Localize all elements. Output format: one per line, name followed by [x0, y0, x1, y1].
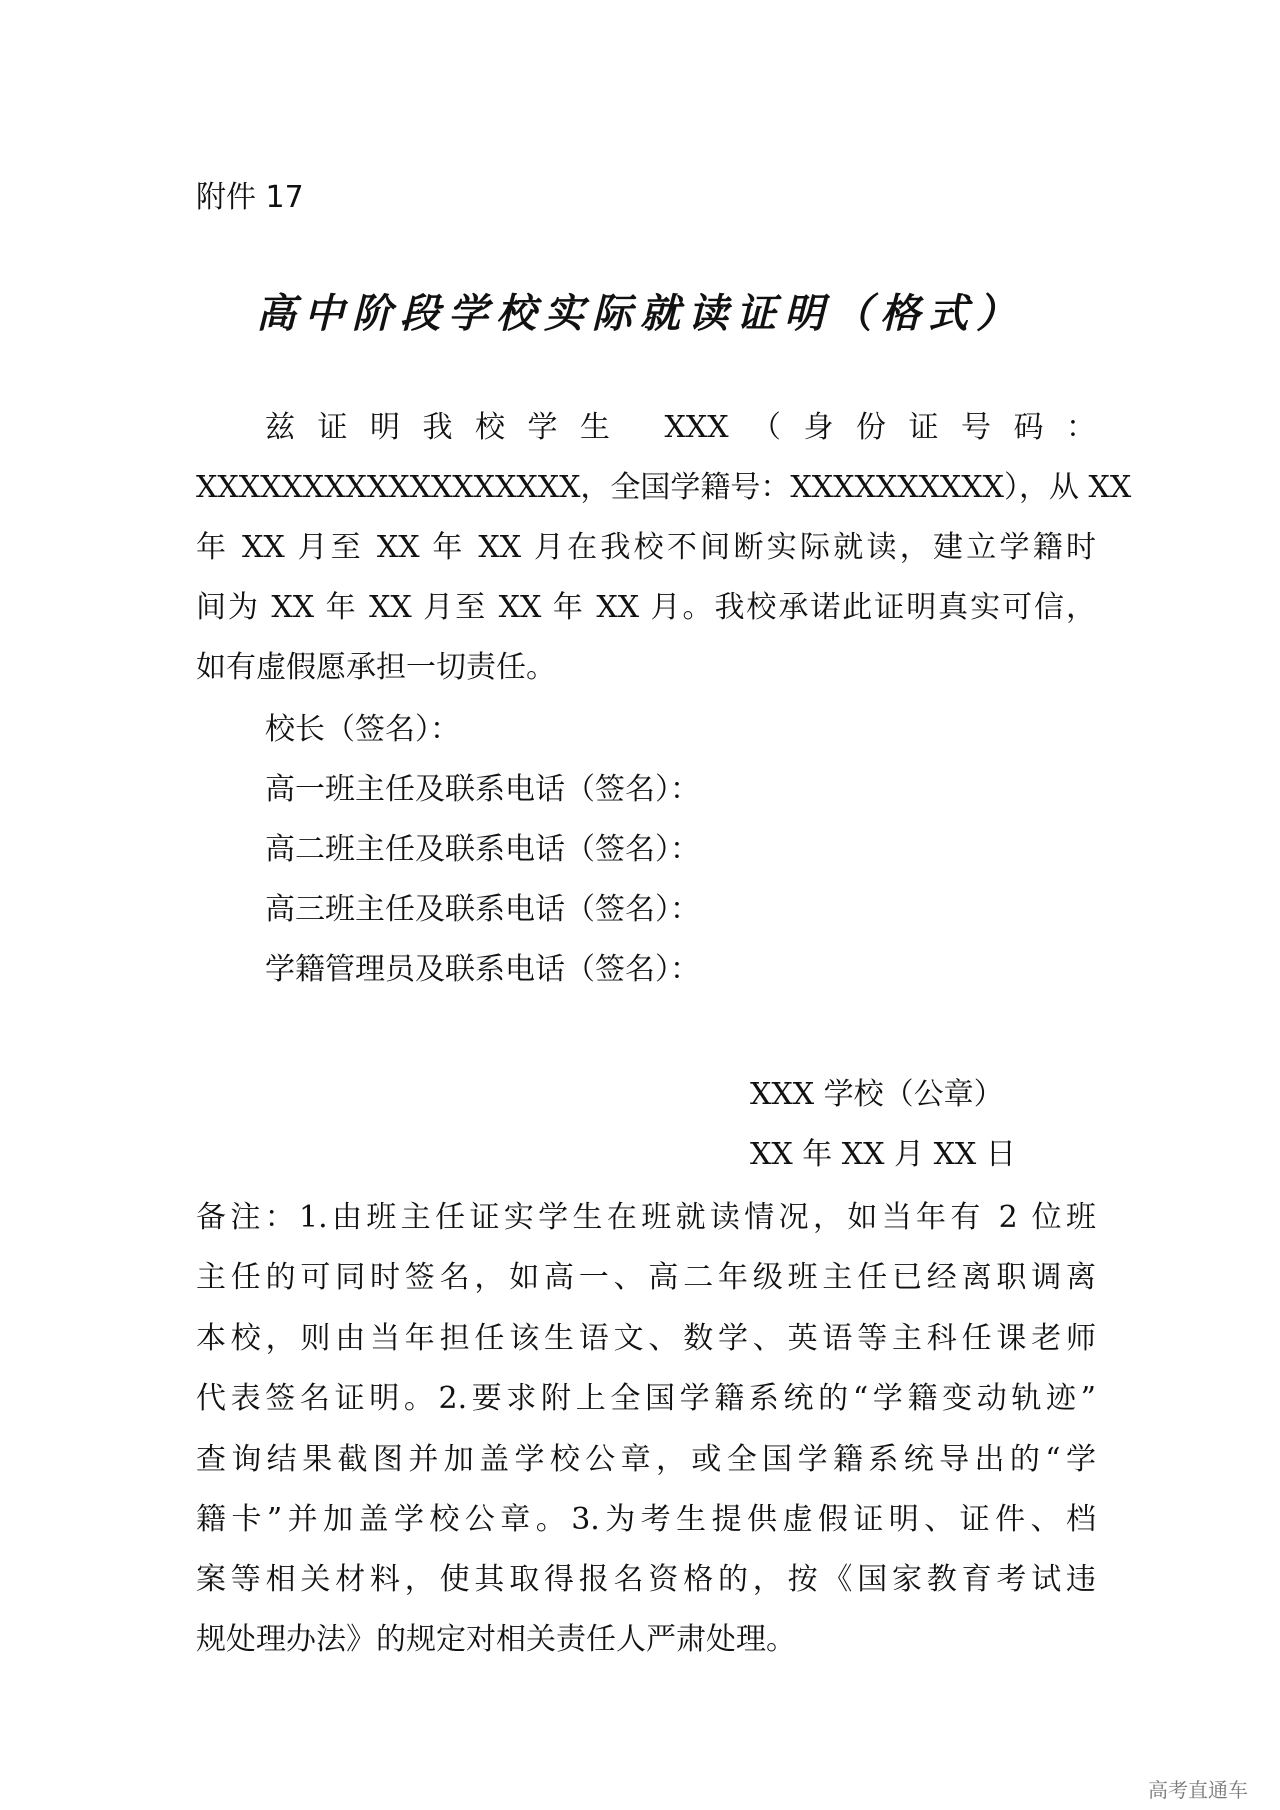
note-line: 主任的可同时签名，如高一、高二年级班主任已经离职调离 [196, 1260, 1096, 1295]
signature-registrar: 学籍管理员及联系电话（签名）： [265, 952, 700, 987]
note-line: 备注：1.由班主任证实学生在班就读情况，如当年有 2 位班 [196, 1200, 1096, 1235]
note-line: 案等相关材料，使其取得报名资格的，按《国家教育考试违 [196, 1562, 1096, 1597]
note-line: 籍卡”并加盖学校公章。3.为考生提供虚假证明、证件、档 [196, 1502, 1096, 1537]
school-seal: XXX 学校（公章） [750, 1077, 1004, 1112]
note-line: 规处理办法》的规定对相关责任人严肃处理。 [196, 1622, 796, 1657]
note-line: 代表签名证明。2.要求附上全国学籍系统的“学籍变动轨迹” [196, 1381, 1096, 1416]
body-line: 年 XX 月至 XX 年 XX 月在我校不间断实际就读，建立学籍时 [196, 530, 1096, 565]
issue-date: XX 年 XX 月 XX 日 [750, 1137, 1016, 1172]
attachment-label: 附件 17 [196, 180, 304, 215]
note-line: 本校，则由当年担任该生语文、数学、英语等主科任课老师 [196, 1321, 1096, 1356]
body-line: 兹证明我校学生 XXX（身份证号码： [265, 410, 1096, 445]
signature-grade3-teacher: 高三班主任及联系电话（签名）： [265, 892, 700, 927]
signature-principal: 校长（签名）： [265, 712, 460, 747]
document-title: 高中阶段学校实际就读证明（格式） [256, 290, 1024, 337]
body-line: 如有虚假愿承担一切责任。 [196, 650, 556, 685]
note-line: 查询结果截图并加盖学校公章，或全国学籍系统导出的“学 [196, 1442, 1096, 1477]
signature-grade2-teacher: 高二班主任及联系电话（签名）： [265, 832, 700, 867]
body-line: 间为 XX 年 XX 月至 XX 年 XX 月。我校承诺此证明真实可信， [196, 590, 1096, 625]
body-line: XXXXXXXXXXXXXXXXXX，全国学籍号：XXXXXXXXXX），从 XX [196, 470, 1132, 505]
signature-grade1-teacher: 高一班主任及联系电话（签名）： [265, 772, 700, 807]
watermark: 高考直通车 [1148, 1778, 1248, 1802]
